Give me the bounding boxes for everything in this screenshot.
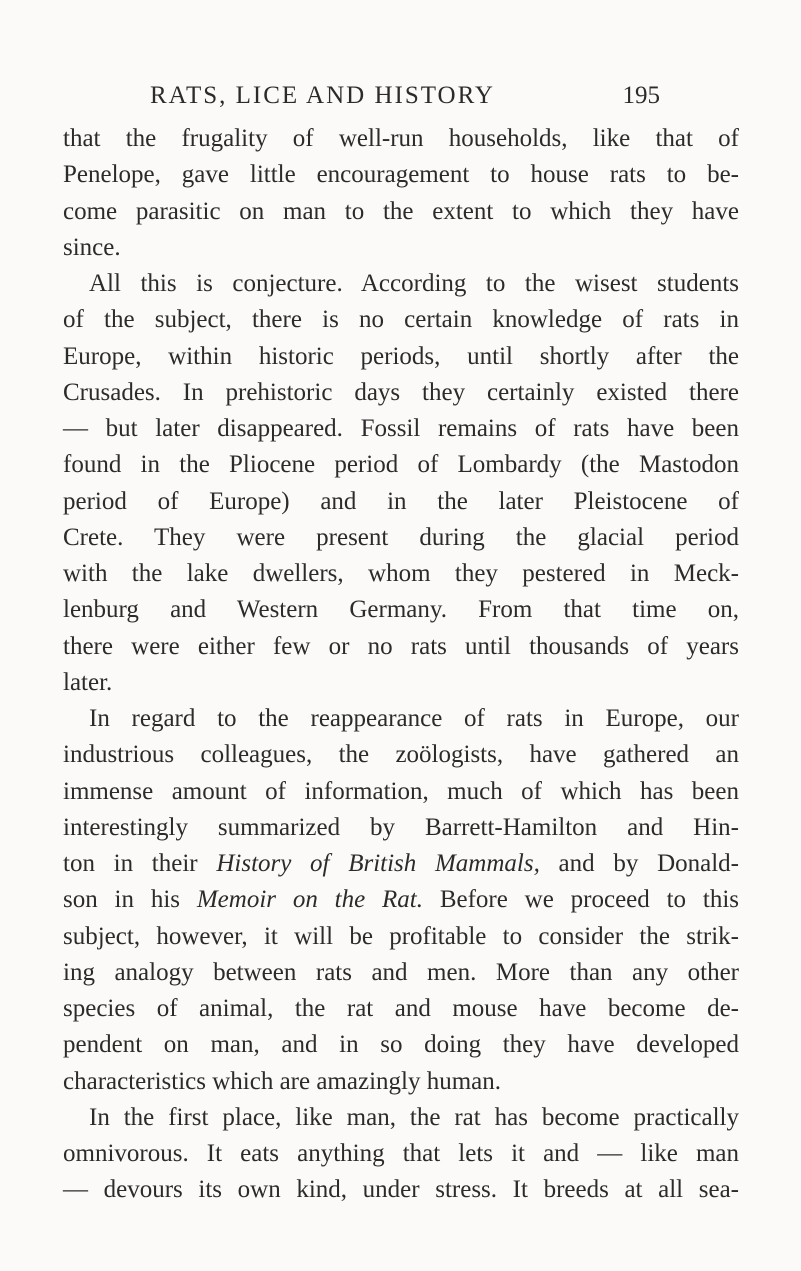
text-line: Europe, within historic periods, until shortly after the (63, 342, 739, 370)
text-line-with-title (63, 846, 739, 882)
text-line: characteristics which are amazingly human. (63, 1067, 502, 1095)
paragraph-start-line: All this is conjecture. According to the wisest students (89, 270, 739, 297)
text-line: subject, however, it will be profitable to consider the strik- (63, 922, 739, 950)
text-line: since. (63, 233, 121, 261)
text-line: with the lake dwellers, whom they pestered in Meck- (63, 560, 739, 587)
text-line: pendent on man, and in so doing they have developed (63, 1031, 739, 1059)
text-run: son in his (63, 886, 197, 914)
text-line: lenburg and Western Germany. From that time on, (63, 596, 739, 624)
text-run: ton in their (63, 850, 217, 877)
text-line: there were either few or no rats until thousands of years (63, 632, 739, 660)
body-text (63, 121, 739, 1209)
paragraph-start-line: In the first place, like man, the rat has become practically (89, 1103, 739, 1131)
book-title: History of British Mammals, (216, 850, 540, 877)
running-head (150, 82, 660, 118)
text-line: interestingly summarized by Barrett-Hamilton and Hin- (63, 813, 739, 841)
text-line: industrious colleagues, the zoölogists, have gathered an (63, 741, 739, 769)
text-line: found in the Pliocene period of Lombardy (the Mastodon (63, 451, 739, 479)
text-run: and by Donald- (539, 850, 739, 877)
text-line: come parasitic on man to the extent to which they have (63, 197, 739, 225)
text-line: ing analogy between rats and men. More than any other (63, 958, 739, 986)
paragraph-start-line: In regard to the reappearance of rats in Europe, our (89, 705, 739, 732)
running-title: RATS, LICE AND HISTORY (150, 82, 495, 109)
text-line: later. (63, 668, 113, 696)
text-line: — devours its own kind, under stress. It breeds at all sea- (63, 1176, 739, 1204)
text-line: immense amount of information, much of which has been (63, 777, 739, 805)
text-line: species of animal, the rat and mouse have become de- (63, 995, 739, 1022)
text-line: period of Europe) and in the later Pleistocene of (63, 487, 739, 515)
book-title: Memoir on the Rat. (196, 886, 423, 914)
text-line: omnivorous. It eats anything that lets it and — like man (63, 1140, 739, 1167)
text-line: Crusades. In prehistoric days they certainly existed there (63, 378, 739, 406)
text-line: — but later disappeared. Fossil remains of rats have been (63, 415, 739, 442)
text-line: that the frugality of well-run households, like that of (63, 125, 739, 152)
text-run: Before we proceed to this (423, 886, 739, 914)
text-line: Penelope, gave little encouragement to house rats to be- (63, 161, 739, 189)
text-line-with-title (63, 882, 739, 918)
text-line: of the subject, there is no certain knowledge of rats in (63, 306, 739, 334)
text-line: Crete. They were present during the glacial period (63, 523, 739, 551)
page-number: 195 (622, 82, 660, 109)
